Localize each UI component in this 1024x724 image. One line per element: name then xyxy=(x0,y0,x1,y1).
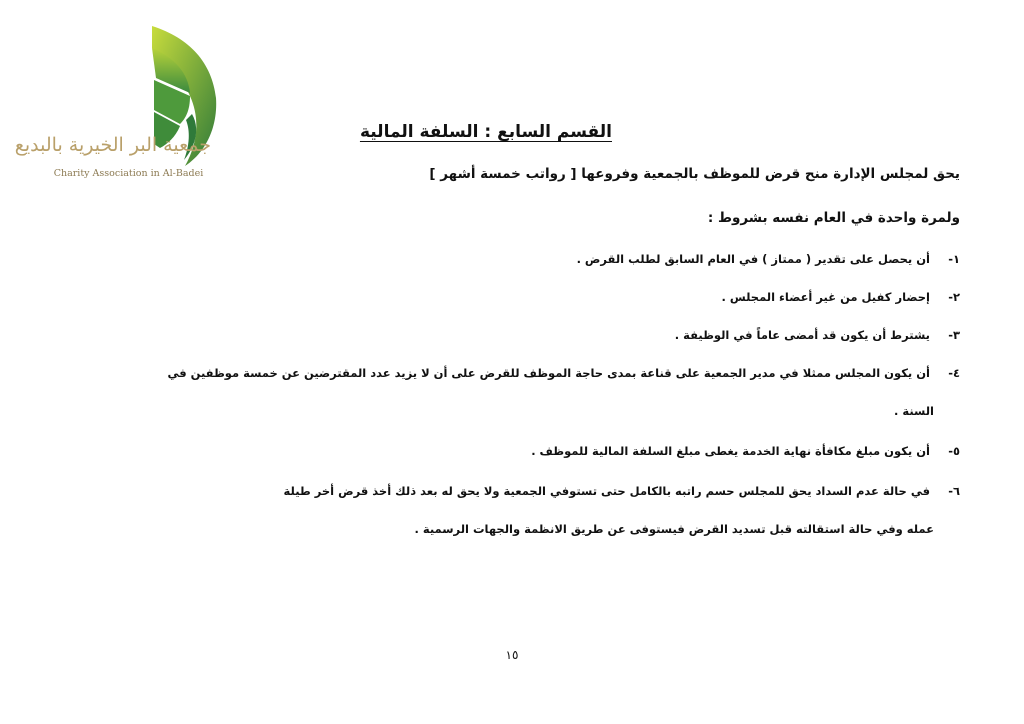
list-item-number: ٣- xyxy=(948,328,960,342)
list-item-6 xyxy=(284,484,960,498)
list-item-number: ٦- xyxy=(948,484,960,498)
list-item-number: ١- xyxy=(948,252,960,266)
logo-english-name: Charity Association in Al-Badei xyxy=(53,168,204,179)
list-item-1 xyxy=(577,252,960,266)
list-item-4-continuation xyxy=(894,404,934,418)
section-title xyxy=(360,122,612,142)
list-item-5 xyxy=(531,444,960,458)
list-item-text: أن يكون المجلس ممثلا في مدير الجمعية على قناعة بمدى حاجة الموظف للقرض على أن لا يزيد عدد المقترضين عن خمسة موظفين في xyxy=(167,366,930,380)
list-item-text: يشترط أن يكون قد أمضى عاماً في الوظيفة . xyxy=(674,328,930,342)
list-item-text: السنة . xyxy=(893,404,934,418)
list-item-text: إحضار كفيل من غير أعضاء المجلس . xyxy=(721,290,930,304)
list-item-4 xyxy=(167,366,960,380)
list-item-3 xyxy=(675,328,960,342)
intro-line-2: ولمرة واحدة في العام نفسه بشروط : xyxy=(707,210,960,226)
association-logo xyxy=(14,18,230,179)
list-item-number: ٥- xyxy=(948,444,960,458)
intro-line-1: يحق لمجلس الإدارة منح قرض للموظف بالجمعية وفروعها [ رواتب خمسة أشهر ] xyxy=(429,166,960,182)
list-item-text: أن يحصل على تقدير ( ممتاز ) في العام السابق لطلب القرض . xyxy=(576,252,930,266)
section-title-text: القسم السابع : السلفة المالية xyxy=(359,122,612,142)
list-item-2 xyxy=(721,290,960,304)
list-item-text: عمله وفي حالة استقالته قبل تسديد القرض فيستوفى عن طريق الانظمة والجهات الرسمية . xyxy=(414,522,934,536)
list-item-number: ٢- xyxy=(948,290,960,304)
list-item-number: ٤- xyxy=(948,366,960,380)
list-item-text: في حالة عدم السداد يحق للمجلس حسم راتبه بالكامل حتى تستوفي الجمعية ولا يحق له بعد ذلك أخذ قرض أخر طيلة xyxy=(283,484,930,498)
list-item-6-continuation xyxy=(414,522,934,536)
list-item-text: أن يكون مبلغ مكافأة نهاية الخدمة يغطى مبلغ السلفة المالية للموظف . xyxy=(531,444,930,458)
logo-arabic-name: جمعية البر الخيرية بالبديع xyxy=(14,134,211,156)
page-number: ١٥ xyxy=(505,648,519,662)
